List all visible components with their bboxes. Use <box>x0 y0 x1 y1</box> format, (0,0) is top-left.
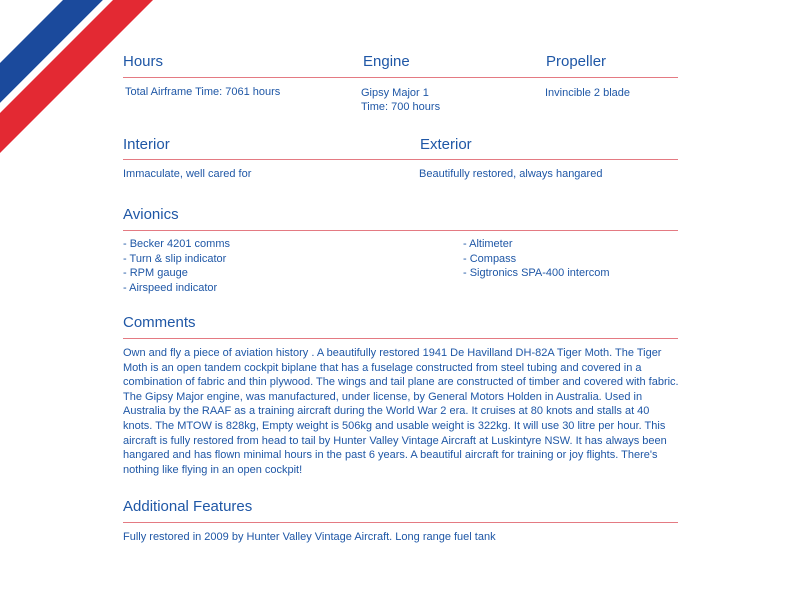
additional-divider <box>123 522 678 523</box>
propeller-value: Invincible 2 blade <box>545 87 631 99</box>
comments-heading-row <box>123 314 678 338</box>
avionics-divider <box>123 230 678 231</box>
avionics-item: - Altimeter <box>463 238 513 250</box>
interior-value: Immaculate, well cared for <box>123 168 252 180</box>
additional-heading-row <box>123 498 678 522</box>
engine-heading: Engine <box>363 53 410 70</box>
interior-heading: Interior <box>123 136 170 153</box>
avionics-list-left <box>123 237 230 295</box>
condition-divider <box>123 159 678 160</box>
hours-heading: Hours <box>123 53 164 70</box>
avionics-heading-row <box>123 206 678 230</box>
specs-heading-row <box>123 53 678 77</box>
avionics-item: - Compass <box>463 252 517 265</box>
avionics-item: - Becker 4201 comms <box>123 238 230 250</box>
additional-features-value: Fully restored in 2009 by Hunter Valley Vintage Aircraft. Long range fuel tank <box>123 531 496 543</box>
comments-heading: Comments <box>123 314 196 331</box>
avionics-list-right <box>463 237 610 281</box>
avionics-item: - Turn & slip indicator <box>123 252 227 265</box>
hours-value: Total Airframe Time: 7061 hours <box>125 86 281 98</box>
comments-text: Own and fly a piece of aviation history . A beautifully restored 1941 De Havilland DH-82A Tiger Moth. The Tiger Moth is an open tandem cockpit biplane that has a fuselage constructed from steel tubing and covered in a combination of fabric and thin plywood. The wings and tail plane are constructed of timber and covered with fabric. The Gipsy Major engine, was manufactured, under license, by General Motors Holden in Australia. Used in Australia by the RAAF as a training aircraft during the World War 2 era. It cruises at 80 knots and stalls at 40 knots. The MTOW is 828kg, Empty weight is 506kg and usable weight is 322kg. It will use 30 litre per hour. This aircraft is fully restored from head to tail by Hunter Valley Vintage Aircraft at Luskintyre NSW. It has always been hangared and has flown minimal hours in the past 6 years. A beautiful aircraft for training or joy flights. There's nothing like flying in an open cockpit! <box>123 347 679 476</box>
exterior-heading: Exterior <box>420 136 472 153</box>
avionics-section <box>123 206 678 294</box>
additional-features-section <box>123 498 678 543</box>
comments-section <box>123 314 679 476</box>
avionics-item: - Airspeed indicator <box>123 281 218 294</box>
condition-heading-row <box>123 136 678 160</box>
avionics-item: - RPM gauge <box>123 267 188 279</box>
exterior-value: Beautifully restored, always hangared <box>419 168 603 180</box>
specs-section <box>123 53 678 113</box>
propeller-heading: Propeller <box>546 53 607 70</box>
engine-model: Gipsy Major 1 <box>361 87 429 99</box>
specs-divider <box>123 77 678 78</box>
condition-section <box>123 136 678 180</box>
comments-divider <box>123 338 678 339</box>
additional-features-heading: Additional Features <box>123 498 253 515</box>
engine-time: Time: 700 hours <box>361 101 441 113</box>
avionics-item: - Sigtronics SPA-400 intercom <box>463 267 610 279</box>
avionics-heading: Avionics <box>123 206 179 223</box>
